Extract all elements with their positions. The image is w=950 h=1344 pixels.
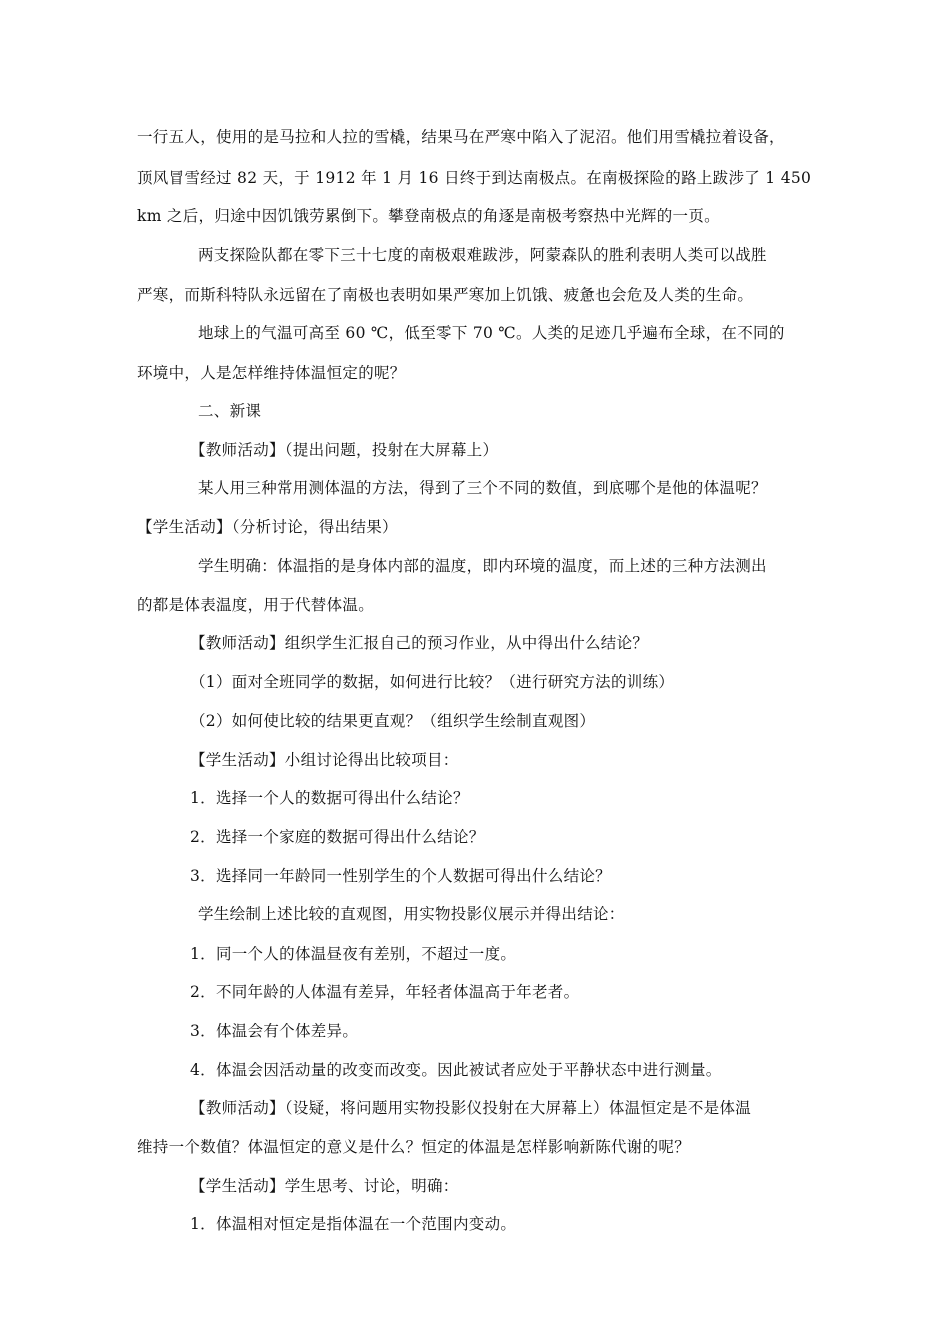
text-line-4: 两支探险队都在零下三十七度的南极艰难跋涉，阿蒙森队的胜利表明人类可以战胜 <box>198 246 767 264</box>
list-item: 1．选择一个人的数据可得出什么结论？ <box>190 789 469 807</box>
list-item: 1．同一个人的体温昼夜有差别，不超过一度。 <box>190 945 517 963</box>
list-item: 1．体温相对恒定是指体温在一个范围内变动。 <box>190 1215 517 1233</box>
list-item: 3．选择同一年龄同一性别学生的个人数据可得出什么结论？ <box>190 867 611 885</box>
student-activity-3: 【学生活动】学生思考、讨论，明确： <box>190 1177 459 1195</box>
question-2: （2）如何使比较的结果更直观？（组织学生绘制直观图） <box>190 712 596 730</box>
text-line-21: 学生绘制上述比较的直观图，用实物投影仪展示并得出结论： <box>198 905 625 923</box>
text-line-10: 某人用三种常用测体温的方法，得到了三个不同的数值，到底哪个是他的体温呢？ <box>198 479 767 497</box>
text-line-5: 严寒，而斯科特队永远留在了南极也表明如果严寒加上饥饿、疲惫也会危及人类的生命。 <box>137 286 754 304</box>
text-line-3: km 之后，归途中因饥饿劳累倒下。攀登南极点的角逐是南极考察热中光辉的一页。 <box>137 207 720 225</box>
text-line-7: 环境中，人是怎样维持体温恒定的呢？ <box>137 364 406 382</box>
list-item: 2．选择一个家庭的数据可得出什么结论？ <box>190 828 485 846</box>
list-item: 4．体温会因活动量的改变而改变。因此被试者应处于平静状态中进行测量。 <box>190 1061 722 1079</box>
teacher-activity-2: 【教师活动】组织学生汇报自己的预习作业，从中得出什么结论？ <box>190 634 649 652</box>
text-line-6: 地球上的气温可高至 60 ℃，低至零下 70 ℃。人类的足迹几乎遍布全球，在不同的 <box>198 324 785 342</box>
text-line-2: 顶风冒雪经过 82 天，于 1912 年 1 月 16 日终于到达南极点。在南极探险的路上跋涉了 1 450 <box>137 169 812 187</box>
teacher-activity-1: 【教师活动】（提出问题，投射在大屏幕上） <box>190 441 499 459</box>
student-activity-1: 【学生活动】（分析讨论，得出结果） <box>137 518 398 536</box>
section-heading-new-lesson: 二、新课 <box>198 402 262 420</box>
list-item: 3．体温会有个体差异。 <box>190 1022 359 1040</box>
text-line-13: 的都是体表温度，用于代替体温。 <box>137 596 375 614</box>
student-activity-2: 【学生活动】小组讨论得出比较项目： <box>190 751 459 769</box>
teacher-activity-3: 【教师活动】（设疑，将问题用实物投影仪投射在大屏幕上）体温恒定是不是体温 <box>190 1099 752 1117</box>
text-line-12: 学生明确：体温指的是身体内部的温度，即内环境的温度，而上述的三种方法测出 <box>198 557 767 575</box>
question-1: （1）面对全班同学的数据，如何进行比较？（进行研究方法的训练） <box>190 673 675 691</box>
list-item: 2．不同年龄的人体温有差异，年轻者体温高于年老者。 <box>190 983 580 1001</box>
text-line-1: 一行五人，使用的是马拉和人拉的雪橇，结果马在严寒中陷入了泥沼。他们用雪橇拉着设备， <box>137 128 785 146</box>
text-line-27: 维持一个数值？体温恒定的意义是什么？恒定的体温是怎样影响新陈代谢的呢？ <box>137 1138 691 1156</box>
